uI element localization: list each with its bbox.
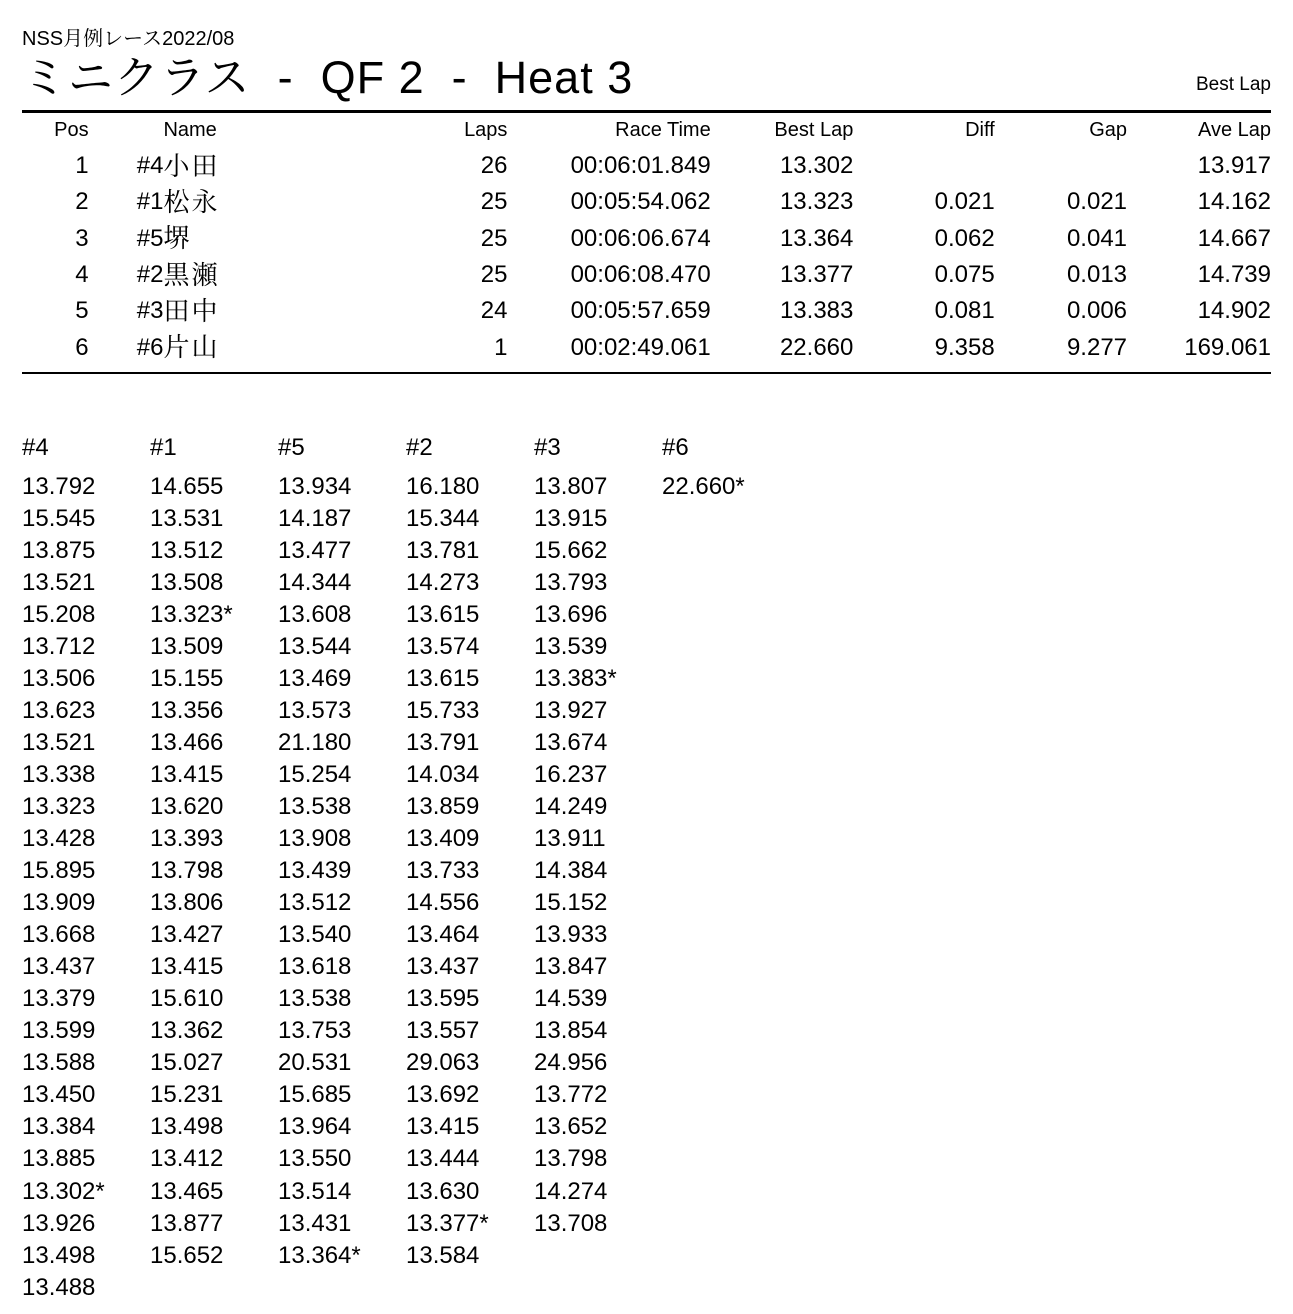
cell-name: 小田 bbox=[163, 150, 220, 181]
lap-time: 13.934 bbox=[278, 472, 352, 500]
lap-time: 13.383* bbox=[534, 665, 617, 692]
lap-times-section bbox=[22, 432, 1271, 1304]
cell-race-time: 00:06:08.470 bbox=[570, 261, 711, 288]
cell-car-number: #3 bbox=[136, 297, 164, 325]
cell-pos: 3 bbox=[75, 224, 89, 252]
cell-laps: 25 bbox=[480, 261, 508, 288]
column-header-pos: Pos bbox=[54, 118, 89, 141]
lap-time: 13.521 bbox=[22, 729, 96, 757]
cell-car-number: #4 bbox=[136, 152, 164, 180]
cell-ave-lap: 14.902 bbox=[1197, 297, 1271, 325]
cell-name: 田中 bbox=[163, 296, 220, 326]
cell-ave-lap: 169.061 bbox=[1184, 333, 1271, 361]
lap-list bbox=[150, 471, 278, 1272]
lap-time: 13.538 bbox=[278, 793, 352, 821]
table-row bbox=[22, 329, 1271, 365]
lap-time: 13.854 bbox=[534, 1017, 608, 1045]
column-header-car-number bbox=[89, 117, 164, 148]
results-table bbox=[22, 117, 1271, 366]
lap-time: 13.437 bbox=[406, 953, 480, 981]
lap-time: 13.431 bbox=[278, 1209, 352, 1237]
lap-time: 13.466 bbox=[150, 729, 224, 757]
cell-name: 片山 bbox=[163, 332, 220, 363]
lap-time: 15.685 bbox=[278, 1081, 352, 1109]
lap-time: 13.444 bbox=[406, 1145, 480, 1173]
cell-diff: 0.062 bbox=[934, 224, 995, 252]
cell-laps: 24 bbox=[480, 297, 508, 325]
lap-time: 13.909 bbox=[22, 889, 96, 917]
lap-time: 13.791 bbox=[406, 729, 480, 757]
lap-time: 24.956 bbox=[534, 1049, 608, 1077]
cell-ave-lap: 14.162 bbox=[1197, 188, 1271, 216]
lap-time: 13.437 bbox=[22, 953, 96, 981]
lap-time: 13.620 bbox=[150, 793, 224, 821]
column-header-laps: Laps bbox=[464, 118, 508, 141]
lap-time: 13.338 bbox=[22, 761, 96, 789]
lap-column-car-6 bbox=[662, 432, 790, 1304]
lap-time: 15.254 bbox=[278, 761, 352, 789]
table-row bbox=[22, 184, 1271, 220]
results-table-body bbox=[22, 148, 1271, 366]
event-name: NSS月例レース2022/08 bbox=[22, 28, 235, 50]
lap-time: 13.538 bbox=[278, 985, 352, 1013]
lap-time: 13.539 bbox=[534, 632, 608, 660]
lap-time: 15.662 bbox=[534, 536, 608, 564]
cell-gap: 9.277 bbox=[1066, 333, 1128, 361]
lap-time: 14.274 bbox=[534, 1177, 608, 1205]
cell-pos: 4 bbox=[75, 261, 89, 288]
lap-time: 13.379 bbox=[22, 985, 96, 1013]
lap-time: 13.469 bbox=[278, 665, 352, 692]
lap-time: 13.512 bbox=[150, 536, 224, 564]
table-row bbox=[22, 293, 1271, 329]
cell-best-lap: 13.383 bbox=[779, 297, 854, 325]
cell-name: 堺 bbox=[163, 223, 192, 254]
lap-time: 15.344 bbox=[406, 504, 480, 532]
lap-time: 13.875 bbox=[22, 536, 96, 564]
lap-time: 13.521 bbox=[22, 568, 96, 596]
lap-time: 13.514 bbox=[278, 1177, 352, 1205]
cell-gap: 0.021 bbox=[1066, 188, 1128, 216]
header-divider-top bbox=[22, 110, 1271, 113]
lap-time: 14.539 bbox=[534, 985, 608, 1013]
column-header-best-lap: Best Lap bbox=[774, 118, 854, 141]
cell-best-lap: 13.323 bbox=[779, 188, 854, 216]
column-header-diff: Diff bbox=[965, 118, 995, 141]
lap-time: 13.356 bbox=[150, 697, 224, 725]
cell-diff: 0.021 bbox=[934, 188, 995, 216]
lap-time: 13.477 bbox=[278, 536, 352, 564]
lap-time: 14.344 bbox=[278, 568, 352, 596]
lap-time: 13.885 bbox=[22, 1145, 96, 1173]
lap-time: 13.393 bbox=[150, 825, 224, 853]
lap-time: 15.545 bbox=[22, 504, 96, 532]
lap-time: 15.027 bbox=[150, 1049, 224, 1077]
lap-column-header: #2 bbox=[406, 433, 433, 461]
lap-time: 13.599 bbox=[22, 1017, 96, 1045]
cell-car-number: #6 bbox=[136, 333, 164, 361]
lap-time: 15.652 bbox=[150, 1241, 224, 1269]
lap-column-car-3 bbox=[534, 432, 662, 1304]
lap-time: 15.733 bbox=[406, 697, 480, 725]
lap-time: 13.531 bbox=[150, 504, 224, 532]
lap-time: 13.933 bbox=[534, 921, 608, 949]
lap-column-car-5 bbox=[278, 432, 406, 1304]
lap-time: 13.798 bbox=[150, 857, 224, 885]
lap-time: 13.415 bbox=[406, 1113, 480, 1141]
lap-time: 13.450 bbox=[22, 1081, 96, 1109]
lap-time: 14.655 bbox=[150, 472, 224, 500]
lap-time: 16.237 bbox=[534, 761, 608, 789]
lap-time: 14.249 bbox=[534, 793, 608, 821]
cell-race-time: 00:06:01.849 bbox=[570, 152, 711, 180]
best-lap-legend: Best Lap bbox=[1196, 73, 1271, 95]
lap-column-header: #1 bbox=[150, 433, 177, 461]
cell-pos: 6 bbox=[75, 333, 89, 361]
lap-time: 15.155 bbox=[150, 665, 224, 692]
lap-time: 15.152 bbox=[534, 889, 608, 917]
cell-laps: 25 bbox=[480, 224, 508, 252]
lap-time: 13.464 bbox=[406, 921, 480, 949]
lap-list bbox=[22, 471, 150, 1304]
cell-best-lap: 13.364 bbox=[779, 224, 854, 252]
lap-time: 13.753 bbox=[278, 1017, 352, 1045]
column-header-name: Name bbox=[163, 118, 217, 141]
lap-time: 13.412 bbox=[150, 1145, 224, 1173]
results-divider-bottom bbox=[22, 372, 1271, 374]
cell-car-number: #2 bbox=[136, 261, 164, 288]
cell-diff: 9.358 bbox=[934, 333, 995, 361]
lap-time: 13.557 bbox=[406, 1017, 480, 1045]
lap-time: 13.927 bbox=[534, 697, 608, 725]
lap-time: 15.610 bbox=[150, 985, 224, 1013]
cell-name: 松永 bbox=[163, 187, 220, 218]
lap-time: 13.623 bbox=[22, 697, 96, 725]
cell-gap bbox=[995, 148, 1127, 184]
page-title: ミニクラス - QF 2 - Heat 3 bbox=[22, 52, 634, 103]
table-row bbox=[22, 220, 1271, 256]
lap-time: 13.915 bbox=[534, 504, 608, 532]
lap-time: 20.531 bbox=[278, 1049, 352, 1077]
lap-time: 13.847 bbox=[534, 953, 608, 981]
lap-time: 14.034 bbox=[406, 761, 480, 789]
lap-time: 13.615 bbox=[406, 600, 480, 628]
lap-time: 13.377* bbox=[406, 1209, 489, 1237]
lap-time: 13.323* bbox=[150, 600, 233, 628]
lap-time: 13.506 bbox=[22, 665, 96, 692]
cell-pos: 1 bbox=[75, 152, 89, 180]
cell-ave-lap: 13.917 bbox=[1197, 152, 1271, 180]
cell-best-lap: 13.377 bbox=[779, 261, 854, 288]
lap-column-header: #4 bbox=[22, 433, 49, 461]
lap-time: 13.302* bbox=[22, 1177, 105, 1205]
cell-race-time: 00:05:57.659 bbox=[570, 297, 711, 325]
lap-column-header: #3 bbox=[534, 433, 561, 461]
lap-time: 13.877 bbox=[150, 1209, 224, 1237]
lap-time: 15.231 bbox=[150, 1081, 224, 1109]
cell-gap: 0.013 bbox=[1066, 261, 1128, 288]
lap-time: 22.660* bbox=[662, 472, 745, 500]
lap-time: 13.859 bbox=[406, 793, 480, 821]
cell-race-time: 00:02:49.061 bbox=[570, 333, 711, 361]
lap-time: 13.708 bbox=[534, 1209, 608, 1237]
lap-time: 13.692 bbox=[406, 1081, 480, 1109]
lap-time: 13.428 bbox=[22, 825, 96, 853]
lap-list bbox=[534, 471, 662, 1240]
lap-time: 13.806 bbox=[150, 889, 224, 917]
cell-best-lap: 22.660 bbox=[779, 333, 854, 361]
table-header-row bbox=[22, 117, 1271, 148]
lap-time: 13.323 bbox=[22, 793, 96, 821]
lap-time: 13.793 bbox=[534, 568, 608, 596]
lap-time: 14.187 bbox=[278, 504, 352, 532]
cell-ave-lap: 14.667 bbox=[1197, 224, 1271, 252]
lap-column-car-2 bbox=[406, 432, 534, 1304]
lap-time: 13.509 bbox=[150, 632, 224, 660]
cell-ave-lap: 14.739 bbox=[1197, 261, 1271, 288]
lap-time: 13.733 bbox=[406, 857, 480, 885]
lap-time: 13.384 bbox=[22, 1113, 96, 1141]
cell-gap: 0.041 bbox=[1066, 224, 1128, 252]
lap-column-header: #6 bbox=[662, 433, 689, 461]
column-header-ave-lap: Ave Lap bbox=[1197, 118, 1271, 141]
lap-time: 13.615 bbox=[406, 665, 480, 692]
table-row bbox=[22, 148, 1271, 184]
cell-laps: 25 bbox=[480, 188, 508, 216]
lap-time: 13.798 bbox=[534, 1145, 608, 1173]
lap-column-car-4 bbox=[22, 432, 150, 1304]
lap-time: 13.908 bbox=[278, 825, 352, 853]
lap-list bbox=[662, 471, 790, 503]
lap-time: 13.652 bbox=[534, 1113, 608, 1141]
lap-time: 13.415 bbox=[150, 761, 224, 789]
lap-time: 13.807 bbox=[534, 472, 608, 500]
cell-car-number: #5 bbox=[136, 224, 164, 252]
lap-column-car-1 bbox=[150, 432, 278, 1304]
lap-list bbox=[406, 471, 534, 1272]
lap-time: 13.574 bbox=[406, 632, 480, 660]
lap-time: 13.595 bbox=[406, 985, 480, 1013]
lap-time: 14.273 bbox=[406, 568, 480, 596]
lap-time: 29.063 bbox=[406, 1049, 480, 1077]
lap-time: 13.439 bbox=[278, 857, 352, 885]
title-row bbox=[22, 52, 1271, 104]
lap-time: 13.362 bbox=[150, 1017, 224, 1045]
lap-time: 13.772 bbox=[534, 1081, 608, 1109]
lap-time: 13.911 bbox=[534, 825, 606, 853]
lap-time: 13.712 bbox=[22, 632, 96, 660]
lap-time: 13.618 bbox=[278, 953, 352, 981]
lap-time: 13.781 bbox=[406, 536, 480, 564]
lap-time: 13.465 bbox=[150, 1177, 224, 1205]
cell-diff: 0.081 bbox=[934, 297, 995, 325]
lap-time: 13.696 bbox=[534, 600, 608, 628]
table-row bbox=[22, 257, 1271, 293]
lap-time: 13.608 bbox=[278, 600, 352, 628]
cell-pos: 2 bbox=[75, 188, 89, 216]
lap-time: 13.540 bbox=[278, 921, 352, 949]
lap-time: 15.208 bbox=[22, 600, 96, 628]
lap-time: 13.550 bbox=[278, 1145, 352, 1173]
lap-time: 13.964 bbox=[278, 1113, 352, 1141]
lap-time: 14.384 bbox=[534, 857, 608, 885]
lap-time: 13.512 bbox=[278, 889, 352, 917]
lap-time: 13.409 bbox=[406, 825, 480, 853]
lap-time: 13.488 bbox=[22, 1273, 96, 1301]
lap-time: 13.544 bbox=[278, 632, 352, 660]
lap-time: 13.508 bbox=[150, 568, 224, 596]
lap-time: 14.556 bbox=[406, 889, 480, 917]
cell-gap: 0.006 bbox=[1066, 297, 1128, 325]
lap-time: 13.926 bbox=[22, 1209, 96, 1237]
cell-diff: 0.075 bbox=[934, 261, 995, 288]
column-header-race-time: Race Time bbox=[615, 118, 711, 141]
cell-race-time: 00:06:06.674 bbox=[570, 224, 711, 252]
lap-time: 13.427 bbox=[150, 921, 224, 949]
lap-time: 13.668 bbox=[22, 921, 96, 949]
lap-column-header: #5 bbox=[278, 433, 305, 461]
cell-race-time: 00:05:54.062 bbox=[570, 188, 711, 216]
lap-list bbox=[278, 471, 406, 1272]
cell-name: 黒瀬 bbox=[163, 259, 220, 290]
lap-time: 13.573 bbox=[278, 697, 352, 725]
lap-time: 13.792 bbox=[22, 472, 96, 500]
cell-car-number: #1 bbox=[136, 188, 164, 216]
lap-time: 13.364* bbox=[278, 1241, 361, 1269]
cell-laps: 26 bbox=[480, 152, 508, 180]
cell-best-lap: 13.302 bbox=[779, 152, 854, 180]
lap-time: 13.588 bbox=[22, 1049, 96, 1077]
cell-diff bbox=[853, 148, 994, 184]
lap-time: 15.895 bbox=[22, 857, 96, 885]
lap-time: 16.180 bbox=[406, 472, 480, 500]
lap-time: 13.674 bbox=[534, 729, 608, 757]
cell-laps: 1 bbox=[494, 333, 508, 361]
column-header-gap: Gap bbox=[1089, 118, 1128, 141]
lap-time: 13.415 bbox=[150, 953, 224, 981]
lap-time: 13.584 bbox=[406, 1241, 480, 1269]
lap-time: 13.498 bbox=[150, 1113, 224, 1141]
lap-time: 13.498 bbox=[22, 1241, 96, 1269]
cell-pos: 5 bbox=[75, 297, 89, 325]
lap-time: 21.180 bbox=[278, 729, 352, 757]
lap-time: 13.630 bbox=[406, 1177, 480, 1205]
